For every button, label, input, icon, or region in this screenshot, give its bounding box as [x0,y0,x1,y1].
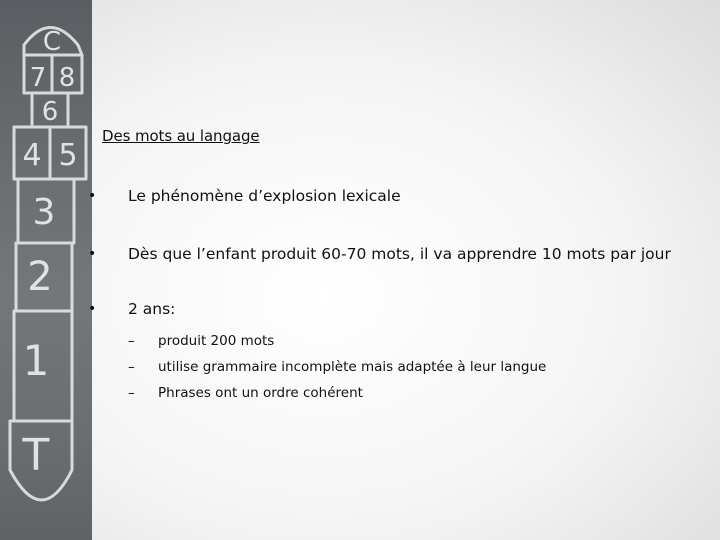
bullet-text: Le phénomène d’explosion lexicale [128,187,401,205]
hopscotch-label-3: 3 [32,192,56,233]
sub-bullet-marker: – [128,333,135,349]
hopscotch-label-1: 1 [22,336,50,385]
sub-bullet-marker: – [128,385,135,401]
hopscotch-label-2: 2 [27,254,53,300]
sub-bullet-list [128,328,546,406]
sub-bullet-item [128,354,546,380]
sub-bullet-text: utilise grammaire incomplète mais adaptée à leur langue [158,359,547,375]
sub-bullet-text: produit 200 mots [158,333,275,349]
bullet-marker: • [88,246,97,262]
slide-title: Des mots au langage [102,127,260,145]
bullet-marker: • [88,188,97,204]
bullet-marker: • [88,301,97,317]
bullet-item [88,240,671,268]
sub-bullet-marker: – [128,359,135,375]
hopscotch-label-8: 8 [58,63,76,93]
hopscotch-label-7: 7 [29,63,47,93]
hopscotch-label-5: 5 [58,138,78,173]
bullet-item [88,295,175,323]
hopscotch-label-c: C [42,27,62,57]
bullet-text: Dès que l’enfant produit 60-70 mots, il va apprendre 10 mots par jour [128,245,671,263]
hopscotch-label-4: 4 [22,138,42,173]
bullet-text: 2 ans: [128,300,176,318]
sub-bullet-item [128,328,546,354]
sub-bullet-item [128,380,546,406]
hopscotch-label-t: T [22,430,50,481]
hopscotch-label-6: 6 [41,97,59,127]
bullet-item [88,182,401,210]
sub-bullet-text: Phrases ont un ordre cohérent [158,385,363,401]
